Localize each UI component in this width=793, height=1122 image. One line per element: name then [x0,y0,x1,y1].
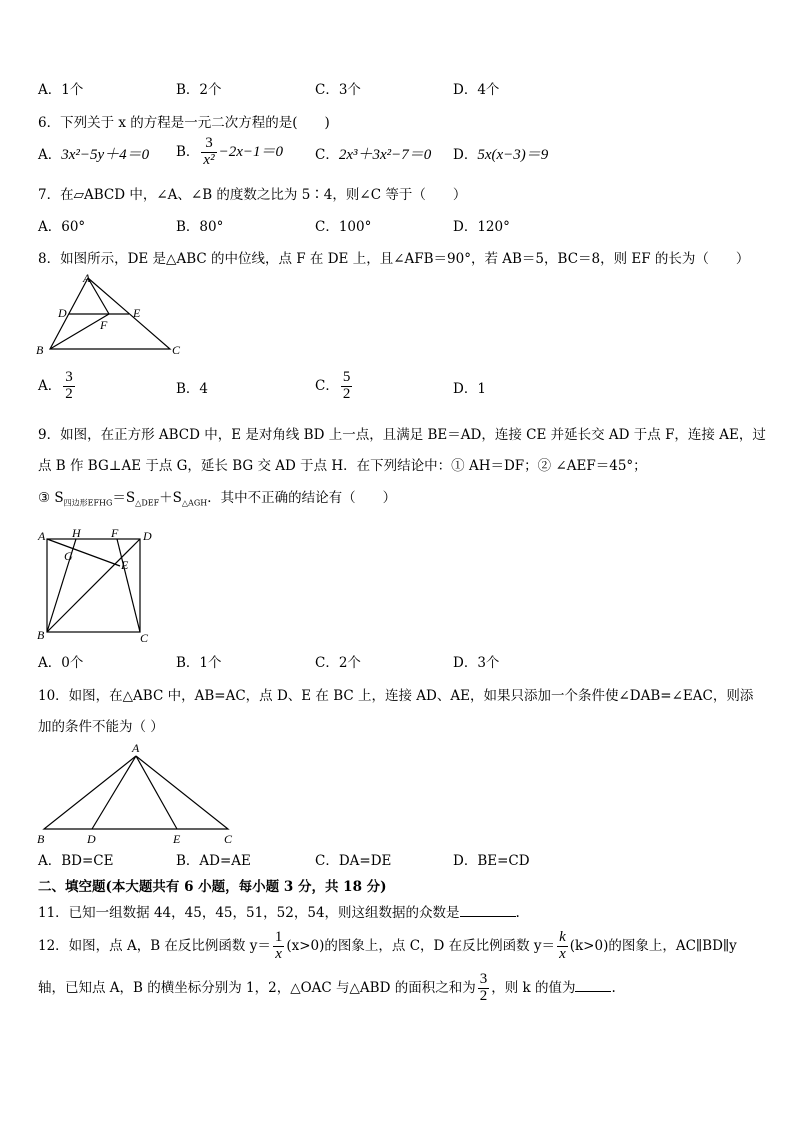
q9-line1: 9．如图，在正方形 ABCD 中，E 是对角线 BD 上一点，且满足 BE＝AD，连接 CE 并延长交 AD 于点 F，连接 AE，过 [38,427,766,443]
q9-option-a: A．0个 [38,655,84,671]
q7-option-a: A．60° [38,219,86,235]
q9-label-e: E [121,558,129,572]
q11-stem: 11．已知一组数据 44，45，45，51，52，54，则这组数据的众数是 . [38,905,520,921]
q9-option-c: C．2个 [315,655,361,671]
q10-line1: 10．如图，在△ABC 中，AB=AC，点 D、E 在 BC 上，连接 AD、AE，如果只添加一个条件使∠DAB=∠EAC，则添 [38,688,754,704]
q10-figure [32,740,247,850]
q9-label-d: D [143,529,152,543]
q9-label-c: C [140,631,149,645]
q10-label-b: B [37,832,45,846]
q10-label-a: A [132,741,140,755]
q9-label-a: A [38,529,46,543]
q9-line2: 点 B 作 BG⊥AE 于点 G，延长 BG 交 AD 于点 H．在下列结论中：① AH＝DF；② ∠AEF＝45°； [38,458,647,474]
q9-line3: ③ $S_{四边形EFHG}=S_{\triangle DEF}+S_{\triangle AGH}$．其中不正确的结论有（ ） [38,490,397,508]
q9-label-f: F [111,526,119,540]
q5-option-c: C．3个 [315,82,361,98]
q10-option-d: D．BE=CD [453,853,530,869]
q8-figure [30,270,190,360]
q5-option-b: B．2个 [176,82,222,98]
q12-line2: 轴，已知点 A，B 的横坐标分别为 1，2，△OAC 与△ABD 的面积之和为 $\frac{3}{2}$ ，则 k 的值为 . [38,971,616,1004]
q9-figure [32,525,162,645]
q5-option-a: A．1个 [38,82,84,98]
q6-option-b: B． $\frac{3}{\text{x²}}$ −2x−1＝0 [176,135,283,168]
q10-triangle-abc [44,756,228,829]
q8-label-e: E [133,306,141,320]
q11-answer-blank[interactable] [460,916,516,917]
q10-label-c: C [224,832,233,846]
q8-label-b: B [36,343,44,357]
q12-answer-blank[interactable] [575,991,611,992]
q7-stem: 7．在▱ABCD 中，∠A、∠B 的度数之比为 5∶4，则∠C 等于（ ） [38,187,467,203]
q9-label-g: G [64,549,73,563]
q9-option-d: D．3个 [453,655,500,671]
q10-label-d: D [87,832,96,846]
q9-option-b: B．1个 [176,655,222,671]
q10-option-a: A．BD=CE [38,853,114,869]
q5-option-d: D．4个 [453,82,500,98]
q8-label-d: D [58,306,67,320]
q9-label-h: H [72,526,81,540]
q6-option-a: A．3x²−5y＋4＝0 [38,147,150,163]
section2-title: 二、填空题(本大题共有 6 小题，每小题 3 分，共 18 分) [38,879,387,895]
q10-segment-ad [92,756,136,829]
q6-b-fraction: $\frac{3}{\text{x²}}$ [203,135,215,168]
q8-segment-af [88,278,109,314]
q8-option-c: C． $\frac{5}{2}$ [315,369,351,402]
q6-option-c: C．2x³＋3x²−7＝0 [315,147,432,163]
q8-option-a: A． $\frac{3}{2}$ [38,369,73,402]
q9-line-cf [117,539,140,632]
q10-option-b: B．AD=AE [176,853,251,869]
q7-option-d: D．120° [453,219,510,235]
q10-line2: 加的条件不能为（ ） [38,719,164,735]
q12-line1: 12．如图，点 A，B 在反比例函数 y＝ $\frac{1}{x}$ (x>0)的图象上，点 C，D 在反比例函数 y＝ $\frac{k}{x}$ (k>0)的图象上，AC∥BD∥y [38,929,737,962]
q6-stem: 6．下列关于 x 的方程是一元二次方程的是( ) [38,115,330,131]
q8-stem: 8．如图所示，DE 是△ABC 的中位线，点 F 在 DE 上，且∠AFB＝90°，若 AB＝5，BC＝8，则 EF 的长为（ ） [38,251,750,267]
q7-option-c: C．100° [315,219,372,235]
q9-label-b: B [37,628,45,642]
q10-option-c: C．DA=DE [315,853,392,869]
q8-label-f: F [100,318,108,332]
q8-label-a: A [83,271,91,285]
q8-label-c: C [172,343,181,357]
q10-label-e: E [173,832,181,846]
q6-option-d: D．5x(x−3)＝9 [453,147,549,163]
q8-option-b: B．4 [176,381,209,397]
q7-option-b: B．80° [176,219,224,235]
q10-segment-ae [136,756,177,829]
q9-line-ae [47,539,120,566]
q8-option-d: D．1 [453,381,486,397]
